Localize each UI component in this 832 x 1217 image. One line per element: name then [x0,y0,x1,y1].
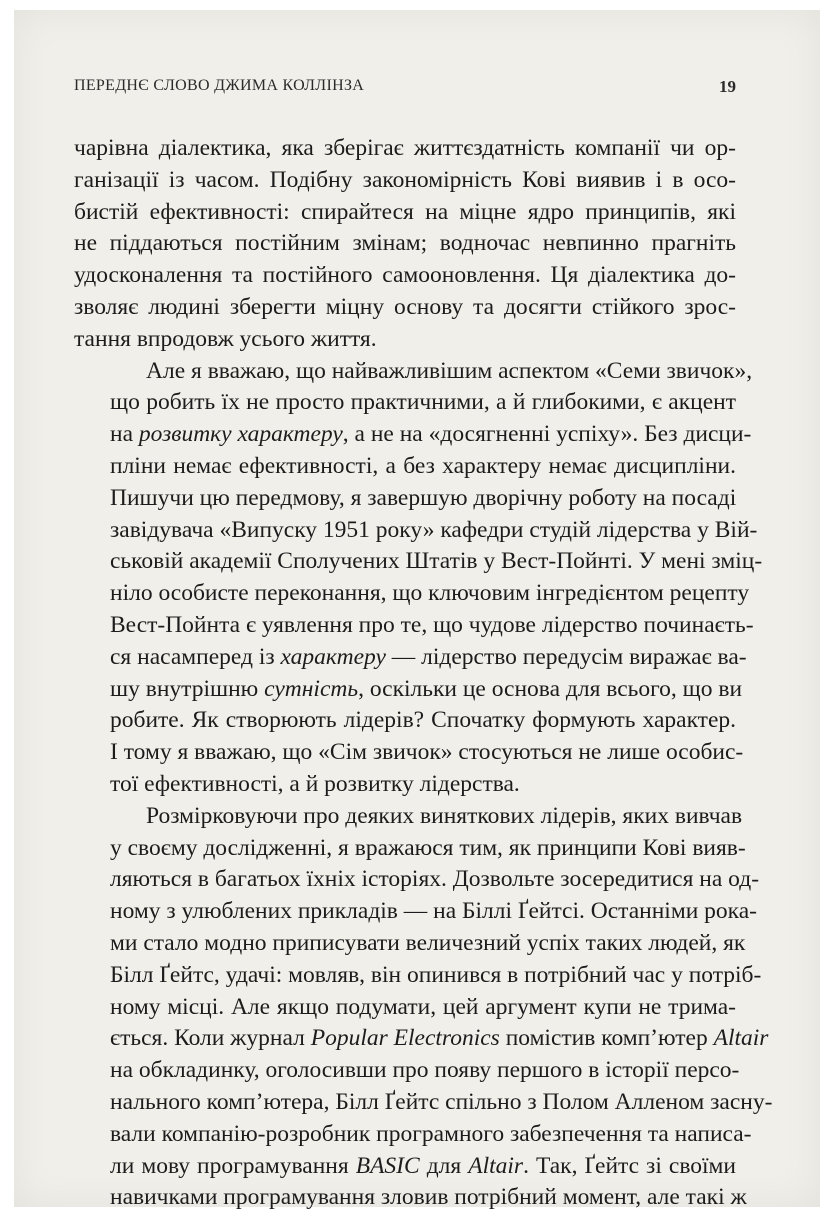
text-line: нального комп’ютера, Білл Ґейтс спільно з Полом Алленом засну- [110,1088,773,1115]
text-line: ляються в багатьох їхніх історіях. Дозвольте зосередитися на од- [110,866,760,893]
text-line: ється. Коли журнал Popular Electronics помістив комп’ютер Altair [110,1025,769,1052]
text-line: ному місці. Але якщо подумати, цей аргумент купи не трима- [110,993,736,1020]
text-line: бистій ефективності: спирайтеся на міцне ядро принципів, які [74,198,736,225]
text-line: робите. Як створюють лідерів? Спочатку формують характер. [110,707,736,734]
text-line: ми стало модно приписувати величезний успіх таких людей, як [110,929,746,956]
text-line: пліни немає ефективності, а без характеру немає дисципліни. [110,452,736,479]
text-line: ськовій академії Сполучених Штатів у Вест-Пойнті. У мені зміц- [110,548,763,575]
text-line: на розвитку характеру, а не на «досягненні успіху». Без дисци- [110,421,752,448]
book-page [14,10,820,1211]
text-line: у своєму дослідженні, я вражаюся тим, як принципи Кові вияв- [110,834,746,861]
text-line: удосконалення та постійного самооновлення. Ця діалектика до- [74,262,736,289]
paragraph [74,801,773,1214]
text-line: Білл Ґейтс, удачі: мовляв, він опинився в потрібний час у потріб- [110,961,762,988]
text-line: ганізації із часом. Подібну закономірність Кові виявив і в осо- [74,166,736,193]
text-line: І тому я вважаю, що «Сім звичок» стосуються не лише особис- [110,739,744,766]
text-line: Пишучи цю передмову, я завершую дворічну роботу на посаді [110,484,737,511]
running-title: ПЕРЕДНЄ СЛОВО ДЖИМА КОЛЛІНЗА [74,77,365,94]
text-line: Вест-Пойнта є уявлення про те, що чудове лідерство починаєть- [110,611,754,638]
text-line: тання впродовж усього життя. [74,325,377,352]
text-line: на обкладинку, оголосивши про появу першого в історії персо- [110,1057,740,1084]
paragraph [74,356,763,801]
text-line: Але я вважаю, що найважливішим аспектом «Семи звичок», [146,357,753,384]
text-line: вали компанію-розробник програмного забезпечення та написа- [110,1120,752,1147]
text-line: навичками програмування зловив потрібний момент, але такі ж [110,1184,747,1211]
text-line: що робить їх не просто практичними, а й глибокими, є акцент [110,389,736,416]
text-line: зволяє людині зберегти міцну основу та досягти стійкого зрос- [74,293,736,320]
text-line: ному з улюблених прикладів — на Біллі Ґейтсі. Останніми рока- [110,898,757,925]
text-line: ли мову програмування BASIC для Altair. Так, Ґейтс зі своїми [110,1152,736,1179]
page-number: 19 [719,77,736,96]
text-line: не піддаються постійним змінам; водночас невпинно прагніть [74,230,736,257]
text-line: завідувача «Випуску 1951 року» кафедри студій лідерства у Вій- [110,516,758,543]
text-line: шу внутрішню сутність, оскільки це основа для всього, що ви [110,675,743,702]
running-head [74,77,736,101]
paragraph [74,133,736,356]
text-line: тої ефективності, а й розвитку лідерства. [110,770,520,797]
text-line: чарівна діалектика, яка зберігає життєздатність компанії чи ор- [74,135,736,161]
text-line: ніло особисте переконання, що ключовим інгредієнтом рецепту [110,580,750,607]
body-text [74,133,773,1214]
text-line: Розмірковуючи про деяких виняткових лідерів, яких вивчав [146,802,743,829]
text-line: ся насамперед із характеру — лідерство передусім виражає ва- [110,643,747,670]
